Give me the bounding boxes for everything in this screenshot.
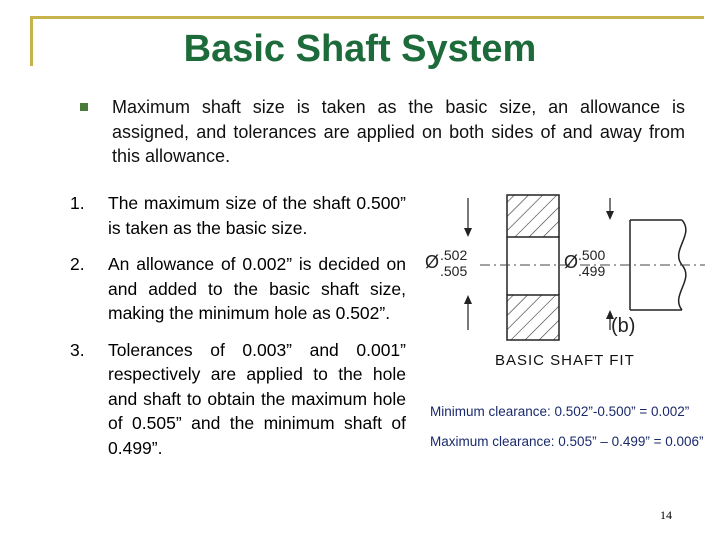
list-item [70, 338, 406, 461]
step-text: Tolerances of 0.003” and 0.001” respectively are applied to the hole and shaft to obtain the maximum hole of 0.505” and the minimum shaft of 0.499”. [108, 339, 406, 458]
intro-bullet-item [85, 95, 685, 169]
diameter-symbol-shaft: Ø [564, 252, 579, 272]
hole-lower-dim: .505 [440, 263, 468, 279]
frame-top-line [30, 16, 704, 19]
clearance-notes [430, 403, 720, 463]
basic-shaft-fit-drawing [420, 190, 710, 375]
step-text: An allowance of 0.002” is decided on and added to the basic shaft size, making the minimum hole as 0.502”. [108, 254, 406, 323]
square-bullet-icon [80, 103, 88, 111]
step-number: 1. [70, 193, 85, 213]
list-item [70, 191, 406, 240]
step-number: 2. [70, 254, 85, 274]
step-number: 3. [70, 339, 85, 360]
min-clearance-note: Minimum clearance: 0.502”-0.500” = 0.002” [430, 404, 690, 419]
step-text: The maximum size of the shaft 0.500” is taken as the basic size. [108, 193, 406, 238]
intro-text: Maximum shaft size is taken as the basic size, an allowance is assigned, and tolerances are applied on both sides of and away from this allowance. [112, 97, 685, 166]
shaft-lower-dim: .499 [578, 263, 606, 279]
shaft-dimension-arrows [606, 198, 614, 330]
list-item [70, 252, 406, 326]
hole-part [507, 195, 559, 340]
figure-caption: BASIC SHAFT FIT [495, 352, 635, 369]
hole-upper-dim: .502 [440, 247, 468, 263]
shaft-part [630, 220, 686, 310]
page-number: 14 [660, 508, 672, 522]
shaft-upper-dim: .500 [578, 247, 606, 263]
numbered-steps-list [70, 191, 406, 472]
max-clearance-note: Maximum clearance: 0.505” – 0.499” = 0.006” [430, 434, 704, 449]
figure-label: (b) [611, 315, 636, 337]
slide-title: Basic Shaft System [183, 28, 537, 70]
diameter-symbol-hole: Ø [425, 252, 440, 272]
